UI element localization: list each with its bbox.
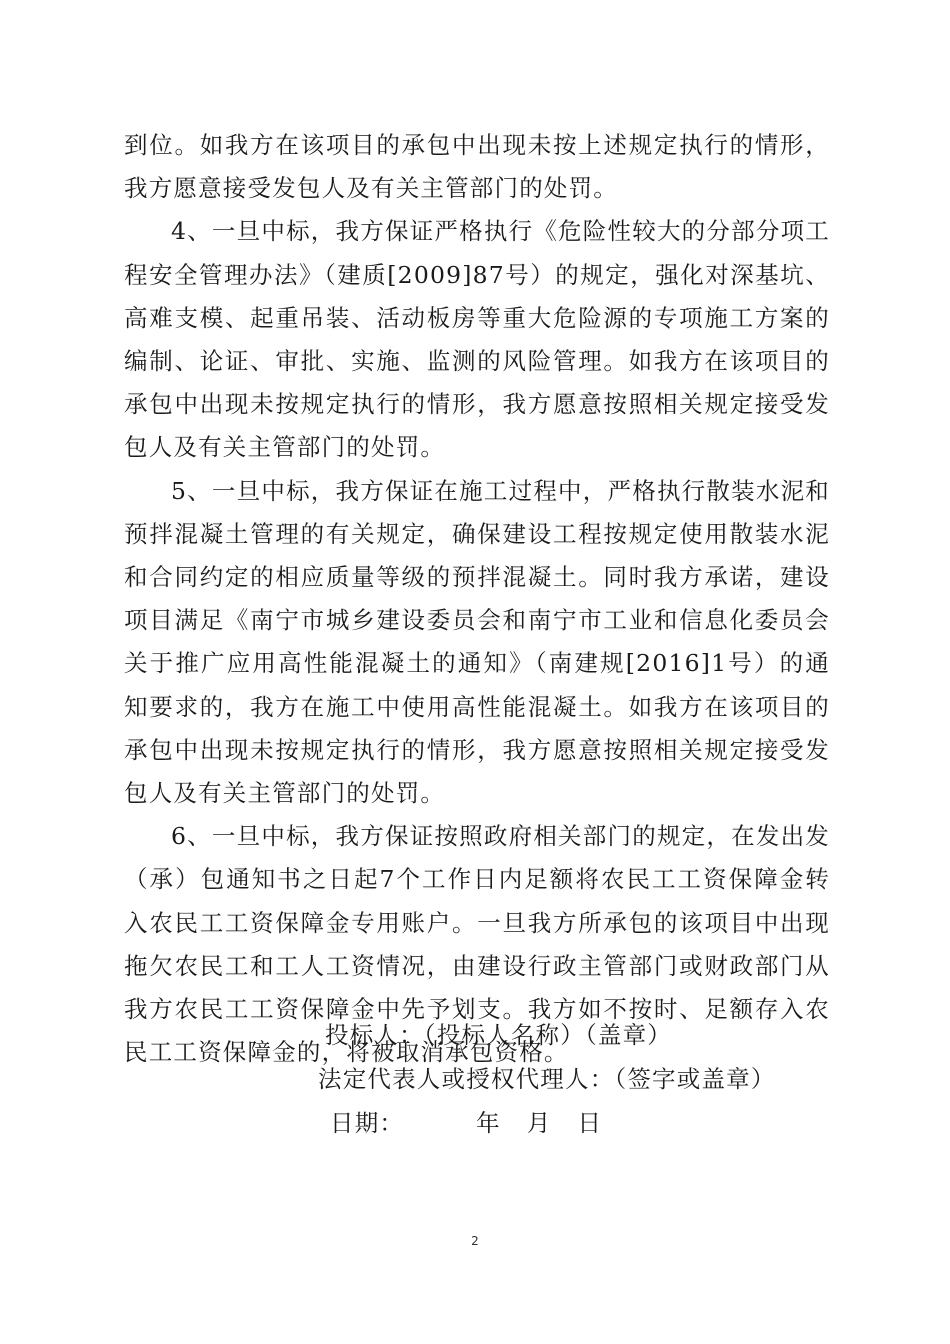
paragraph-clause-6: 6、一旦中标，我方保证按照政府相关部门的规定，在发出发（承）包通知书之日起7个工作日内足额将农民工工资保障金转入农民工工资保障金专用账户。一旦我方所承包的该项目中出现拖欠农民工和工人工资情况，由建设行政主管部门或财政部门从我方农民工工资保障金中先予划支。我方如不按时、足额存入农民工工资保障金的，将被取消承包资格。 <box>124 822 830 1067</box>
page-number: 2 <box>471 1234 479 1248</box>
signature-date <box>330 1101 602 1145</box>
signature-representative: 法定代表人或授权代理人：（签字或盖章） <box>318 1065 776 1093</box>
date-year: 年 <box>476 1109 501 1137</box>
paragraph-continuation: 到位。如我方在该项目的承包中出现未按上述规定执行的情形，我方愿意接受发包人及有关主管部门的处罚。 <box>124 131 830 203</box>
paragraph-clause-5: 5、一旦中标，我方保证在施工过程中，严格执行散装水泥和预拌混凝土管理的有关规定，确保建设工程按规定使用散装水泥和合同约定的相应质量等级的预拌混凝土。同时我方承诺，建设项目满足《南宁市城乡建设委员会和南宁市工业和信息化委员会关于推广应用高性能混凝土的通知》（南建规[2016]1号）的通知要求的，我方在施工中使用高性能混凝土。如我方在该项目的承包中出现未按规定执行的情形，我方愿意按照相关规定接受发包人及有关主管部门的处罚。 <box>124 476 830 808</box>
signature-bidder: 投标人：（投标人名称）（盖章） <box>325 1021 672 1049</box>
document-body <box>124 124 830 1074</box>
date-label: 日期： <box>330 1109 405 1137</box>
date-month: 月 <box>526 1109 552 1137</box>
date-day: 日 <box>577 1109 603 1137</box>
paragraph-clause-4: 4、一旦中标，我方保证严格执行《危险性较大的分部分项工程安全管理办法》（建质[2009]87号）的规定，强化对深基坑、高难支模、起重吊装、活动板房等重大危险源的专项施工方案的编制、论证、审批、实施、监测的风险管理。如我方在该项目的承包中出现未按规定执行的情形，我方愿意按照相关规定接受发包人及有关主管部门的处罚。 <box>124 217 830 462</box>
